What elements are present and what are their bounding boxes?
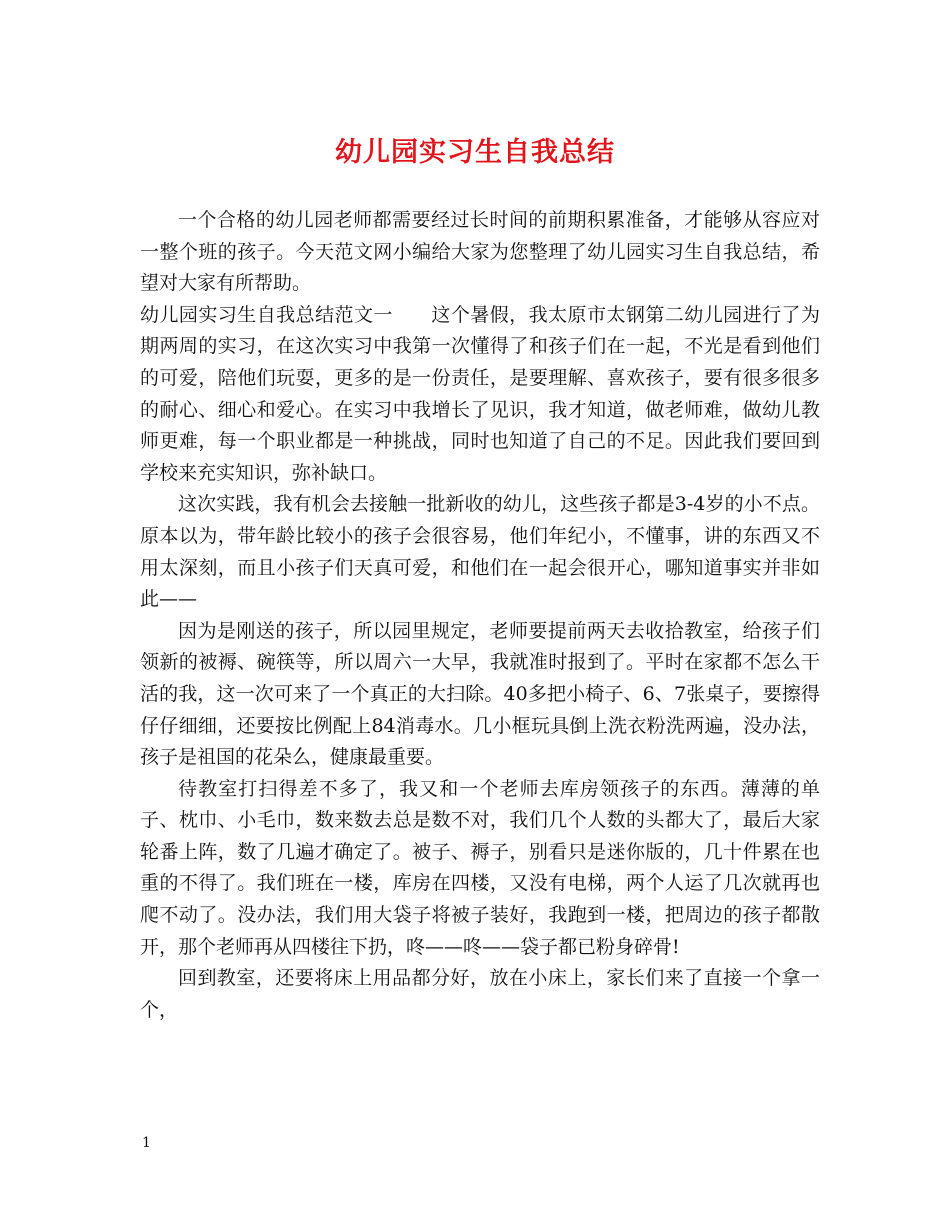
page-number: 1 [142,1135,151,1151]
section-paragraph-1 [140,300,820,490]
paragraph-1-text: 这个暑假，我太原市太钢第二幼儿园进行了为期两周的实习，在这次实习中我第一次懂得了和孩子们在一起，不光是看到他们的可爱，陪他们玩耍，更多的是一份责任，是要理解、喜欢孩子，要有很多很多的耐心、细心和爱心。在实习中我增长了见识，我才知道，做老师难，做幼儿教师更难，每一个职业都是一种挑战，同时也知道了自己的不足。因此我们要回到学校来充实知识，弥补缺口。 [140,303,820,484]
paragraph-5: 回到教室，还要将床上用品都分好，放在小床上，家长们来了直接一个拿一个， [140,967,820,1021]
section-heading: 幼儿园实习生自我总结范文一 [140,303,393,326]
document-title: 幼儿园实习生自我总结 [335,137,615,168]
document-body [140,205,820,1026]
paragraph-4: 待教室打扫得差不多了，我又和一个老师去库房领孩子的东西。薄薄的单子、枕巾、小毛巾，数来数去总是数不对，我们几个人数的头都大了，最后大家轮番上阵，数了几遍才确定了。被子、褥子，别看只是迷你版的，几十件累在也重的不得了。我们班在一楼，库房在四楼，又没有电梯，两个人运了几次就再也爬不动了。没办法，我们用大袋子将被子装好，我跑到一楼，把周边的孩子都散开，那个老师再从四楼往下扔，咚——咚——袋子都已粉身碎骨! [140,777,820,958]
intro-paragraph: 一个合格的幼儿园老师都需要经过长时间的前期积累准备，才能够从容应对一整个班的孩子。今天范文网小编给大家为您整理了幼儿园实习生自我总结，希望对大家有所帮助。 [140,209,820,295]
paragraph-3: 因为是刚送的孩子，所以园里规定，老师要提前两天去收拾教室，给孩子们领新的被褥、碗筷等，所以周六一大早，我就准时报到了。平时在家都不怎么干活的我，这一次可来了一个真正的大扫除。40多把小椅子、6、7张桌子，要擦得仔仔细细，还要按比例配上84消毒水。几小框玩具倒上洗衣粉洗两遍，没办法，孩子是祖国的花朵么，健康最重要。 [140,619,820,769]
paragraph-2: 这次实践，我有机会去接触一批新收的幼儿，这些孩子都是3-4岁的小不点。原本以为，带年龄比较小的孩子会很容易，他们年纪小，不懂事，讲的东西又不用太深刻，而且小孩子们天真可爱，和他们在一起会很开心，哪知道事实并非如此—— [140,493,820,611]
